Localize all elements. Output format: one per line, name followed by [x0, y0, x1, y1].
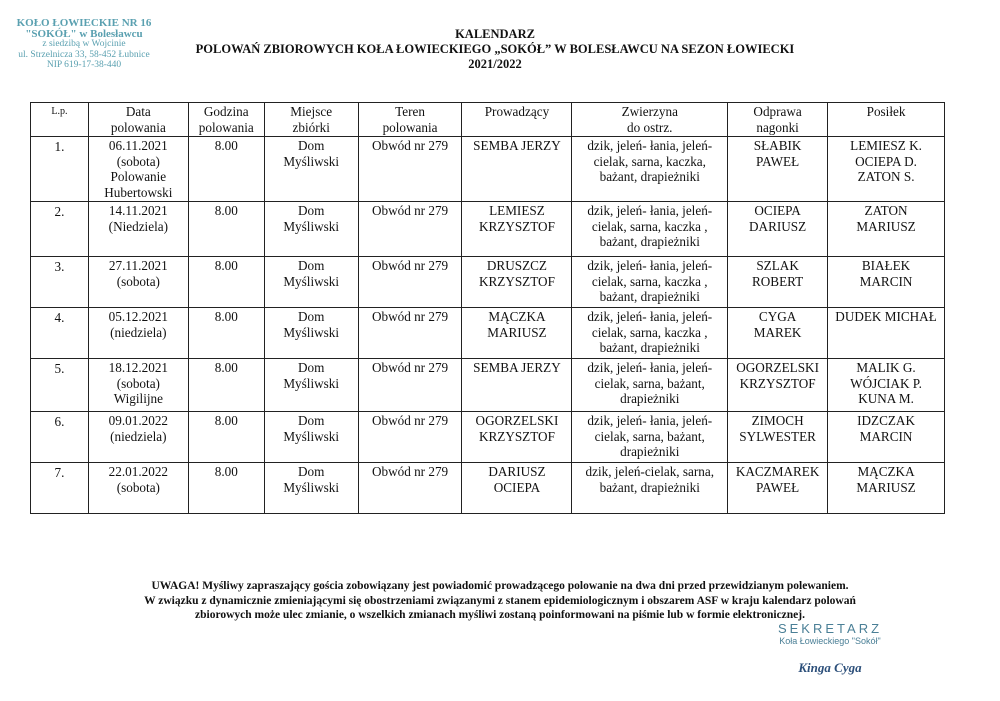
title-line-3: 2021/2022 — [468, 57, 522, 71]
cell-line: 14.11.2021 — [108, 203, 168, 218]
cell-line: IDZCZAK — [857, 413, 915, 428]
cell-line: SZLAK — [756, 258, 799, 273]
cell-meal — [828, 359, 945, 412]
cell-time: 8.00 — [188, 463, 264, 514]
header-line: Godzina — [203, 104, 249, 119]
cell-leader — [462, 359, 572, 412]
cell-date — [88, 202, 188, 257]
header-area — [358, 103, 462, 137]
cell-line: SEMBA JERZY — [473, 138, 561, 153]
cell-line: dzik, jeleń- łania, jeleń- — [587, 138, 713, 153]
cell-line: Myśliwski — [283, 428, 340, 444]
table-row — [31, 202, 945, 257]
cell-line: OCIEPA — [493, 479, 541, 495]
cell-line: OCIEPA — [754, 203, 801, 218]
cell-line: Dom — [297, 309, 325, 324]
cell-line: 06.11.2021 — [108, 138, 168, 153]
header-line: Posiłek — [866, 104, 906, 119]
cell-line: SEMBA JERZY — [473, 360, 561, 375]
header-game — [572, 103, 728, 137]
cell-line: drapieżniki — [620, 391, 680, 406]
header-line: polowania — [382, 119, 438, 135]
cell-line: Polowanie — [110, 169, 167, 184]
cell-line: cielak, sarna, kaczka, — [593, 153, 706, 169]
cell-line: KRZYSZTOF — [739, 375, 816, 391]
cell-line: DARIUSZ — [749, 218, 807, 234]
table-row — [31, 308, 945, 359]
cell-line: MARCIN — [859, 273, 913, 289]
table-body — [31, 137, 945, 514]
header-lp — [31, 103, 89, 137]
header-line: Odprawa — [753, 104, 802, 119]
cell-line: BIAŁEK — [861, 258, 911, 273]
cell-time: 8.00 — [188, 257, 264, 308]
cell-line: (sobota) — [116, 153, 160, 169]
hunting-calendar-table — [30, 102, 945, 514]
header-line: polowania — [198, 119, 254, 135]
cell-line: dzik, jeleń- łania, jeleń- — [587, 203, 713, 218]
stamp-line-5: NIP 619-17-38-440 — [46, 60, 122, 70]
cell-game — [572, 412, 728, 463]
cell-line: bażant, drapieżniki — [599, 479, 700, 495]
cell-line: MARCIN — [859, 428, 913, 444]
table-row — [31, 137, 945, 202]
table-row — [31, 257, 945, 308]
cell-line: DUDEK MICHAŁ — [835, 309, 937, 324]
cell-line: Myśliwski — [283, 324, 340, 340]
cell-line: ROBERT — [751, 273, 804, 289]
header-line: nagonki — [756, 119, 799, 135]
notice-line-1: UWAGA! Myśliwy zapraszający gościa zobowiązany jest powiadomić prowadzącego polowanie na dwa dni przed przewidzianym polewaniem. — [151, 580, 849, 592]
cell-area: Obwód nr 279 — [358, 257, 462, 308]
cell-lp: 6. — [31, 412, 89, 463]
cell-line: 05.12.2021 — [108, 309, 168, 324]
cell-line: (sobota) — [116, 479, 160, 495]
table-row — [31, 463, 945, 514]
cell-date — [88, 412, 188, 463]
cell-leader — [462, 202, 572, 257]
cell-line: dzik, jeleń- łania, jeleń- — [587, 413, 713, 428]
table-row — [31, 412, 945, 463]
cell-line: MAREK — [753, 324, 802, 340]
cell-lp: 2. — [31, 202, 89, 257]
cell-line: (sobota) — [116, 273, 160, 289]
cell-line: 18.12.2021 — [108, 360, 168, 375]
cell-meal — [828, 257, 945, 308]
cell-line: Dom — [297, 203, 325, 218]
cell-place — [264, 257, 358, 308]
cell-leader — [462, 463, 572, 514]
cell-area: Obwód nr 279 — [358, 412, 462, 463]
cell-line: Dom — [297, 360, 325, 375]
cell-date — [88, 257, 188, 308]
cell-line: ZATON — [864, 203, 908, 218]
cell-meal — [828, 463, 945, 514]
cell-briefing — [728, 463, 828, 514]
cell-line: KUNA M. — [858, 391, 914, 406]
cell-line: CYGA — [758, 309, 797, 324]
cell-line: LEMIESZ — [489, 203, 545, 218]
cell-place — [264, 137, 358, 202]
header-line: Zwierzyna — [621, 104, 678, 119]
notice — [60, 579, 940, 623]
cell-line: bażant, drapieżniki — [599, 289, 700, 304]
header-date — [88, 103, 188, 137]
cell-line: cielak, sarna, bażant, — [594, 375, 705, 391]
cell-area: Obwód nr 279 — [358, 137, 462, 202]
stamp-line-4: ul. Strzelnicza 33, 58-452 Łubnice — [18, 49, 150, 60]
cell-line: WÓJCIAK P. — [850, 375, 922, 391]
cell-line: OCIEPA D. — [855, 153, 917, 169]
cell-line: 22.01.2022 — [108, 464, 168, 479]
cell-line: MĄCZKA — [857, 464, 915, 479]
cell-line: Dom — [297, 138, 325, 153]
header-line: Teren — [395, 104, 425, 119]
cell-line: cielak, sarna, kaczka , — [591, 324, 708, 340]
cell-line: ZIMOCH — [751, 413, 804, 428]
cell-place — [264, 202, 358, 257]
header-line: Miejsce — [290, 104, 333, 119]
cell-meal — [828, 202, 945, 257]
cell-game — [572, 257, 728, 308]
cell-game — [572, 137, 728, 202]
cell-line: Myśliwski — [283, 273, 340, 289]
cell-date — [88, 359, 188, 412]
cell-line: OGORZELSKI — [736, 360, 819, 375]
notice-line-2: W związku z dynamicznie zmieniającymi się obostrzeniami związanymi z stanem epidemiologicznym i obszarem ASF w kraju kalendarz polowań — [144, 594, 856, 607]
cell-line: SŁABIK — [753, 138, 802, 153]
cell-leader — [462, 308, 572, 359]
cell-time: 8.00 — [188, 202, 264, 257]
cell-line: cielak, sarna, kaczka , — [591, 218, 708, 234]
cell-game — [572, 463, 728, 514]
cell-date — [88, 463, 188, 514]
cell-time: 8.00 — [188, 412, 264, 463]
secretary-signature — [765, 621, 895, 676]
cell-line: SYLWESTER — [739, 428, 816, 444]
cell-meal — [828, 137, 945, 202]
cell-line: (Niedziela) — [108, 218, 168, 234]
cell-line: Myśliwski — [283, 375, 340, 391]
header-line: polowania — [110, 119, 166, 135]
cell-place — [264, 359, 358, 412]
cell-line: LEMIESZ K. — [850, 138, 922, 153]
cell-line: MALIK G. — [856, 360, 916, 375]
cell-place — [264, 308, 358, 359]
header-place — [264, 103, 358, 137]
cell-line: PAWEŁ — [756, 479, 800, 495]
cell-briefing — [728, 308, 828, 359]
cell-leader — [462, 257, 572, 308]
cell-game — [572, 359, 728, 412]
title-line-1: KALENDARZ — [455, 27, 535, 41]
cell-meal — [828, 308, 945, 359]
cell-line: MARIUSZ — [856, 218, 916, 234]
cell-line: (niedziela) — [110, 428, 167, 444]
cell-game — [572, 308, 728, 359]
cell-line: OGORZELSKI — [475, 413, 559, 428]
cell-line: KRZYSZTOF — [478, 218, 555, 234]
cell-game — [572, 202, 728, 257]
cell-date — [88, 308, 188, 359]
header-line: L.p. — [51, 106, 68, 117]
cell-leader — [462, 412, 572, 463]
cell-line: Myśliwski — [283, 218, 340, 234]
cell-line: (sobota) — [116, 375, 160, 391]
cell-time: 8.00 — [188, 137, 264, 202]
cell-line: MĄCZKA — [488, 309, 546, 324]
cell-line: drapieżniki — [620, 444, 680, 459]
cell-line: Wigilijne — [113, 391, 163, 406]
cell-line: MARIUSZ — [487, 324, 547, 340]
cell-line: Dom — [297, 464, 325, 479]
cell-time: 8.00 — [188, 359, 264, 412]
cell-line: 09.01.2022 — [108, 413, 168, 428]
header-line: Prowadzący — [484, 104, 550, 119]
notice-line-3: zbiorowych może ulec zmianie, o wszelkich zmianach myśliwi zostaną poinformowani na piśmie lub w formie elektronicznej. — [195, 609, 805, 621]
cell-meal — [828, 412, 945, 463]
cell-line: bażant, drapieżniki — [599, 340, 700, 355]
header-briefing — [728, 103, 828, 137]
cell-briefing — [728, 137, 828, 202]
cell-line: dzik, jeleń- łania, jeleń- — [587, 309, 713, 324]
header-line: zbiórki — [292, 119, 330, 135]
cell-time: 8.00 — [188, 308, 264, 359]
signature-title: SEKRETARZ — [777, 621, 883, 636]
cell-area: Obwód nr 279 — [358, 308, 462, 359]
header-meal — [828, 103, 945, 137]
stamp-line-2: "SOKÓŁ" w Bolesławcu — [25, 27, 143, 40]
cell-line: 27.11.2021 — [108, 258, 168, 273]
cell-line: dzik, jeleń-cielak, sarna, — [585, 464, 715, 479]
cell-area: Obwód nr 279 — [358, 202, 462, 257]
cell-line: DARIUSZ — [488, 464, 546, 479]
cell-line: ZATON S. — [857, 169, 915, 184]
cell-line: PAWEŁ — [756, 153, 800, 169]
cell-lp: 5. — [31, 359, 89, 412]
cell-briefing — [728, 412, 828, 463]
table-header-row — [31, 103, 945, 137]
cell-lp: 7. — [31, 463, 89, 514]
cell-area: Obwód nr 279 — [358, 463, 462, 514]
cell-line: KACZMAREK — [735, 464, 820, 479]
club-stamp — [4, 18, 164, 71]
document-title — [170, 27, 820, 72]
header-line: do ostrz. — [627, 119, 673, 135]
cell-line: Myśliwski — [283, 479, 340, 495]
cell-line: DRUSZCZ — [486, 258, 547, 273]
header-time — [188, 103, 264, 137]
cell-place — [264, 463, 358, 514]
cell-briefing — [728, 257, 828, 308]
cell-line: MARIUSZ — [856, 479, 916, 495]
cell-line: cielak, sarna, bażant, — [594, 428, 705, 444]
cell-line: Hubertowski — [104, 184, 173, 200]
title-line-2: POLOWAŃ ZBIOROWYCH KOŁA ŁOWIECKIEGO „SOKÓŁ” W BOLESŁAWCU NA SEZON ŁOWIECKI — [195, 42, 795, 56]
cell-lp: 4. — [31, 308, 89, 359]
cell-line: Dom — [297, 258, 325, 273]
stamp-line-1: KOŁO ŁOWIECKIE NR 16 — [16, 17, 152, 29]
cell-briefing — [728, 359, 828, 412]
cell-briefing — [728, 202, 828, 257]
header-leader — [462, 103, 572, 137]
cell-line: cielak, sarna, kaczka , — [591, 273, 708, 289]
cell-lp: 3. — [31, 257, 89, 308]
cell-place — [264, 412, 358, 463]
cell-line: KRZYSZTOF — [478, 428, 555, 444]
table-row — [31, 359, 945, 412]
cell-lp: 1. — [31, 137, 89, 202]
header-line: Data — [125, 104, 151, 119]
cell-area: Obwód nr 279 — [358, 359, 462, 412]
cell-line: (niedziela) — [110, 324, 167, 340]
cell-line: dzik, jeleń- łania, jeleń- — [587, 360, 713, 375]
cell-date — [88, 137, 188, 202]
stamp-line-3: z siedzibą w Wojcinie — [42, 39, 126, 49]
cell-line: dzik, jeleń- łania, jeleń- — [587, 258, 713, 273]
cell-line: Dom — [297, 413, 325, 428]
cell-line: KRZYSZTOF — [478, 273, 555, 289]
signature-name: Kinga Cyga — [798, 660, 862, 675]
cell-line: Myśliwski — [283, 153, 340, 169]
signature-org: Koła Łowieckiego "Sokół" — [779, 636, 881, 646]
cell-leader — [462, 137, 572, 202]
cell-line: bażant, drapieżniki — [599, 169, 700, 184]
cell-line: bażant, drapieżniki — [599, 234, 700, 249]
